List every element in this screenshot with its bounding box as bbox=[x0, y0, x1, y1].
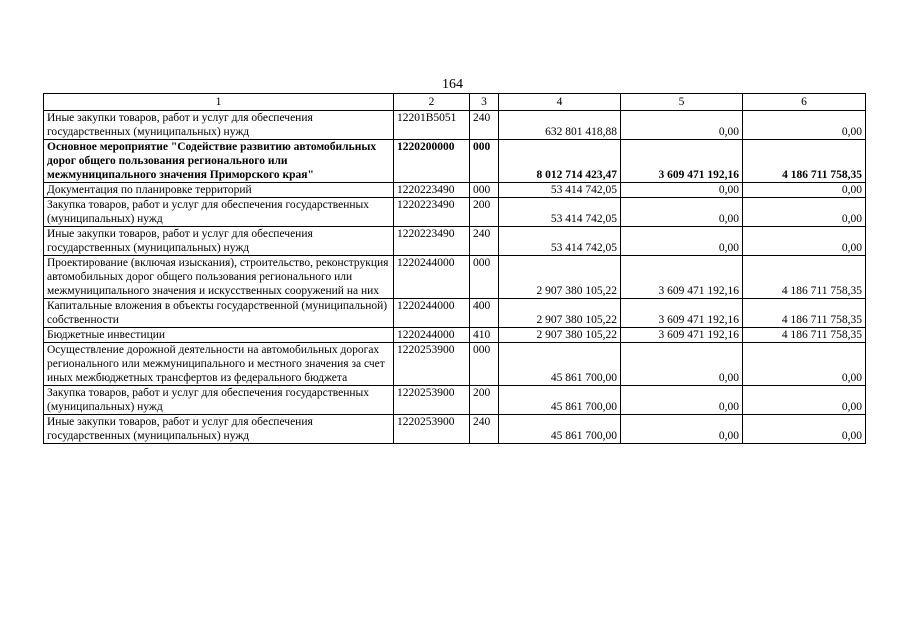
column-header: 6 bbox=[743, 94, 866, 111]
code-cell: 1220223490 bbox=[394, 227, 470, 256]
amount-year3-cell: 0,00 bbox=[743, 183, 866, 198]
name-cell: Бюджетные инвестиции bbox=[44, 328, 394, 343]
code-cell: 1220244000 bbox=[394, 299, 470, 328]
column-header: 3 bbox=[470, 94, 499, 111]
column-header: 1 bbox=[44, 94, 394, 111]
code-cell: 1220200000 bbox=[394, 140, 470, 183]
amount-year1-cell: 2 907 380 105,22 bbox=[499, 256, 621, 299]
name-cell: Закупка товаров, работ и услуг для обеспечения государственных (муниципальных) нужд bbox=[44, 386, 394, 415]
vr-cell: 000 bbox=[470, 343, 499, 386]
amount-year1-cell: 2 907 380 105,22 bbox=[499, 328, 621, 343]
column-header: 2 bbox=[394, 94, 470, 111]
table-row bbox=[44, 415, 866, 444]
table-row bbox=[44, 386, 866, 415]
amount-year3-cell: 0,00 bbox=[743, 386, 866, 415]
vr-cell: 240 bbox=[470, 111, 499, 140]
amount-year3-cell: 0,00 bbox=[743, 343, 866, 386]
name-cell: Закупка товаров, работ и услуг для обеспечения государственных (муниципальных) нужд bbox=[44, 198, 394, 227]
name-cell: Документация по планировке территорий bbox=[44, 183, 394, 198]
amount-year3-cell: 0,00 bbox=[743, 415, 866, 444]
amount-year2-cell: 0,00 bbox=[621, 343, 743, 386]
amount-year1-cell: 2 907 380 105,22 bbox=[499, 299, 621, 328]
amount-year1-cell: 632 801 418,88 bbox=[499, 111, 621, 140]
amount-year3-cell: 4 186 711 758,35 bbox=[743, 299, 866, 328]
code-cell: 1220244000 bbox=[394, 256, 470, 299]
amount-year2-cell: 0,00 bbox=[621, 415, 743, 444]
table-row bbox=[44, 343, 866, 386]
amount-year3-cell: 4 186 711 758,35 bbox=[743, 328, 866, 343]
code-cell: 1220253900 bbox=[394, 415, 470, 444]
amount-year2-cell: 0,00 bbox=[621, 183, 743, 198]
code-cell: 12201B5051 bbox=[394, 111, 470, 140]
amount-year3-cell: 4 186 711 758,35 bbox=[743, 256, 866, 299]
amount-year2-cell: 0,00 bbox=[621, 198, 743, 227]
amount-year3-cell: 0,00 bbox=[743, 111, 866, 140]
amount-year2-cell: 0,00 bbox=[621, 386, 743, 415]
amount-year1-cell: 45 861 700,00 bbox=[499, 415, 621, 444]
table-body bbox=[44, 111, 866, 444]
name-cell: Проектирование (включая изыскания), строительство, реконструкция автомобильных дорог общего пользования регионального или межмуниципального значения и искусственных сооружений на них bbox=[44, 256, 394, 299]
vr-cell: 400 bbox=[470, 299, 499, 328]
name-cell: Иные закупки товаров, работ и услуг для обеспечения государственных (муниципальных) нужд bbox=[44, 227, 394, 256]
amount-year2-cell: 3 609 471 192,16 bbox=[621, 256, 743, 299]
name-cell: Осуществление дорожной деятельности на автомобильных дорогах регионального или межмуниципального и местного значения за счет иных межбюджетных трансфертов из федерального бюджета bbox=[44, 343, 394, 386]
code-cell: 1220253900 bbox=[394, 386, 470, 415]
amount-year2-cell: 3 609 471 192,16 bbox=[621, 328, 743, 343]
vr-cell: 000 bbox=[470, 183, 499, 198]
table-row bbox=[44, 198, 866, 227]
table-row bbox=[44, 140, 866, 183]
name-cell: Иные закупки товаров, работ и услуг для обеспечения государственных (муниципальных) нужд bbox=[44, 111, 394, 140]
amount-year2-cell: 3 609 471 192,16 bbox=[621, 299, 743, 328]
vr-cell: 240 bbox=[470, 415, 499, 444]
code-cell: 1220223490 bbox=[394, 183, 470, 198]
table-row bbox=[44, 256, 866, 299]
amount-year1-cell: 53 414 742,05 bbox=[499, 183, 621, 198]
table-row bbox=[44, 328, 866, 343]
code-cell: 1220223490 bbox=[394, 198, 470, 227]
amount-year1-cell: 45 861 700,00 bbox=[499, 386, 621, 415]
amount-year2-cell: 0,00 bbox=[621, 111, 743, 140]
budget-table bbox=[43, 93, 866, 444]
code-cell: 1220253900 bbox=[394, 343, 470, 386]
amount-year1-cell: 53 414 742,05 bbox=[499, 227, 621, 256]
name-cell: Основное мероприятие "Содействие развитию автомобильных дорог общего пользования регионального или межмуниципального значения Приморского края" bbox=[44, 140, 394, 183]
amount-year3-cell: 4 186 711 758,35 bbox=[743, 140, 866, 183]
table-header-row bbox=[44, 94, 866, 111]
amount-year3-cell: 0,00 bbox=[743, 198, 866, 227]
vr-cell: 000 bbox=[470, 256, 499, 299]
table-row bbox=[44, 299, 866, 328]
column-header: 4 bbox=[499, 94, 621, 111]
table-row bbox=[44, 227, 866, 256]
vr-cell: 200 bbox=[470, 198, 499, 227]
table-row bbox=[44, 183, 866, 198]
vr-cell: 240 bbox=[470, 227, 499, 256]
code-cell: 1220244000 bbox=[394, 328, 470, 343]
vr-cell: 410 bbox=[470, 328, 499, 343]
amount-year1-cell: 8 012 714 423,47 bbox=[499, 140, 621, 183]
vr-cell: 000 bbox=[470, 140, 499, 183]
amount-year3-cell: 0,00 bbox=[743, 227, 866, 256]
column-header: 5 bbox=[621, 94, 743, 111]
name-cell: Иные закупки товаров, работ и услуг для обеспечения государственных (муниципальных) нужд bbox=[44, 415, 394, 444]
amount-year1-cell: 53 414 742,05 bbox=[499, 198, 621, 227]
vr-cell: 200 bbox=[470, 386, 499, 415]
table-row bbox=[44, 111, 866, 140]
amount-year2-cell: 0,00 bbox=[621, 227, 743, 256]
amount-year2-cell: 3 609 471 192,16 bbox=[621, 140, 743, 183]
name-cell: Капитальные вложения в объекты государственной (муниципальной) собственности bbox=[44, 299, 394, 328]
amount-year1-cell: 45 861 700,00 bbox=[499, 343, 621, 386]
page-number: 164 bbox=[442, 77, 463, 92]
